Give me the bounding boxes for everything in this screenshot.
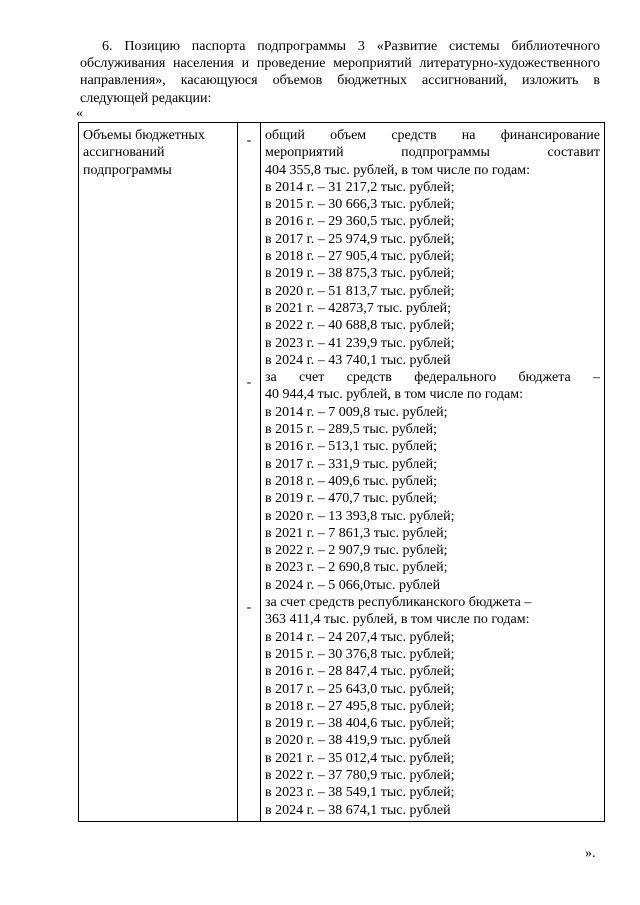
year-line: в 2014 г. – 7 009,8 тыс. рублей; xyxy=(265,404,448,420)
year-line: в 2018 г. – 27 495,8 тыс. рублей; xyxy=(265,698,455,714)
dash-3: - xyxy=(246,599,252,615)
dash-1: - xyxy=(246,132,252,148)
year-line: в 2017 г. – 25 974,9 тыс. рублей; xyxy=(265,231,455,247)
table-row xyxy=(79,123,605,822)
year-line: в 2015 г. – 30 376,8 тыс. рублей; xyxy=(265,646,455,662)
head-line: за счет средств республиканского бюджета – 363 411,4 тыс. рублей, в том числе по годам: xyxy=(265,595,532,628)
year-line: в 2020 г. – 38 419,9 тыс. рублей xyxy=(265,733,451,749)
year-line: в 2020 г. – 13 393,8 тыс. рублей; xyxy=(265,508,455,524)
year-line: в 2022 г. – 37 780,9 тыс. рублей; xyxy=(265,767,455,783)
year-line: в 2016 г. – 28 847,4 тыс. рублей; xyxy=(265,664,455,680)
dash-cell xyxy=(238,123,261,822)
year-line: в 2024 г. – 5 066,0тыс. рублей xyxy=(265,577,441,593)
year-line: в 2023 г. – 41 239,9 тыс. рублей; xyxy=(265,335,455,351)
year-line: в 2017 г. – 25 643,0 тыс. рублей; xyxy=(265,681,455,697)
year-line: в 2021 г. – 42873,7 тыс. рублей; xyxy=(265,300,451,316)
year-line: в 2015 г. – 289,5 тыс. рублей; xyxy=(265,422,437,438)
value-cell xyxy=(261,123,605,822)
year-line: в 2014 г. – 24 207,4 тыс. рублей; xyxy=(265,629,455,645)
open-quote: « xyxy=(76,106,83,121)
year-line: в 2024 г. – 43 740,1 тыс. рублей xyxy=(265,352,451,368)
head-line: общий объем средств на финансирование xyxy=(265,128,600,143)
group-federal xyxy=(265,369,600,594)
year-line: в 2022 г. – 2 907,9 тыс. рублей; xyxy=(265,543,448,559)
year-line: в 2018 г. – 27 905,4 тыс. рублей; xyxy=(265,249,455,265)
budget-label: Объемы бюджетных ассигнований подпрограммы xyxy=(83,128,205,178)
year-line: в 2019 г. – 38 404,6 тыс. рублей; xyxy=(265,716,455,732)
year-line: в 2014 г. – 31 217,2 тыс. рублей; xyxy=(265,179,455,195)
year-line: в 2017 г. – 331,9 тыс. рублей; xyxy=(265,456,437,472)
year-line: в 2016 г. – 29 360,5 тыс. рублей; xyxy=(265,214,455,230)
year-line: в 2021 г. – 7 861,3 тыс. рублей; xyxy=(265,525,448,541)
dash-2: - xyxy=(246,374,252,390)
head-line: мероприятий подпрограммы составит xyxy=(265,145,600,161)
head-line: 40 944,4 тыс. рублей, в том числе по годам: xyxy=(265,387,523,403)
year-line: в 2019 г. – 470,7 тыс. рублей; xyxy=(265,491,437,507)
year-line: в 2016 г. – 513,1 тыс. рублей; xyxy=(265,439,437,455)
year-line: в 2022 г. – 40 688,8 тыс. рублей; xyxy=(265,318,455,334)
year-line: в 2023 г. – 38 549,1 тыс. рублей; xyxy=(265,785,455,801)
close-quote: ». xyxy=(585,846,596,861)
group-republican xyxy=(265,594,600,819)
year-line: в 2021 г. – 35 012,4 тыс. рублей; xyxy=(265,750,455,766)
year-line: в 2023 г. – 2 690,8 тыс. рублей; xyxy=(265,560,448,576)
group-total xyxy=(265,127,600,369)
year-line: в 2024 г. – 38 674,1 тыс. рублей xyxy=(265,802,451,818)
year-line: в 2018 г. – 409,6 тыс. рублей; xyxy=(265,473,437,489)
head-line: за счет средств федерального бюджета – xyxy=(265,370,600,386)
head-line: 404 355,8 тыс. рублей, в том числе по годам: xyxy=(265,162,530,178)
year-line: в 2015 г. – 30 666,3 тыс. рублей; xyxy=(265,197,455,213)
passport-table xyxy=(78,122,605,822)
intro-paragraph: 6. Позицию паспорта подпрограммы 3 «Развитие системы библиотечного обслуживания населения и проведение мероприятий литературно-художественного направления», касающуюся объемов бюджетных ассигнований, изложить в следующей редакции: xyxy=(80,39,600,106)
year-line: в 2019 г. – 38 875,3 тыс. рублей; xyxy=(265,266,455,282)
year-line: в 2020 г. – 51 813,7 тыс. рублей; xyxy=(265,283,455,299)
label-cell xyxy=(79,123,238,822)
